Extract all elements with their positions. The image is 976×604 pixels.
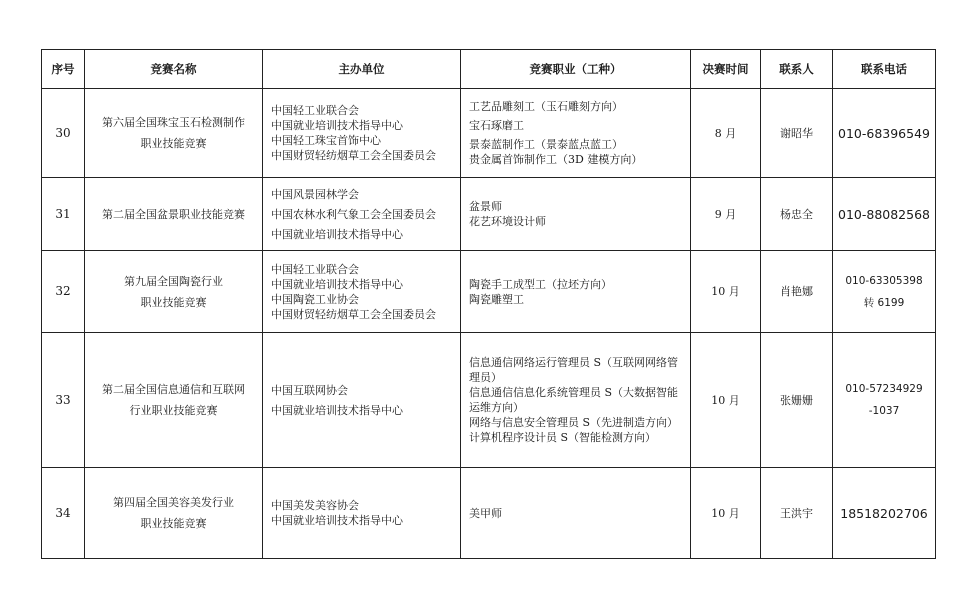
contact-person: 王洪宇 [761,468,833,559]
occupations: 盆景师 花艺环境设计师 [461,178,691,251]
final-time: 9 月 [691,178,761,251]
row-seq: 31 [42,178,85,251]
final-time: 10 月 [691,251,761,333]
contact-phone: 18518202706 [833,468,936,559]
contact-phone: 010-63305398 转 6199 [833,251,936,333]
contact-phone: 010-68396549 [833,89,936,178]
table-row [42,178,936,251]
competition-name: 第六届全国珠宝玉石检测制作 职业技能竞赛 [85,89,263,178]
competition-name: 第二届全国信息通信和互联网 行业职业技能竞赛 [85,333,263,468]
table-header-row [42,50,936,89]
organizers: 中国美发美容协会 中国就业培训技术指导中心 [263,468,461,559]
contact-person: 肖艳娜 [761,251,833,333]
occupations: 信息通信网络运行管理员 S（互联网网络管 理员） 信息通信信息化系统管理员 S（大数据智能 运维方向） 网络与信息安全管理员 S（先进制造方向） 计算机程序设计员 S（智能检测方向） [461,333,691,468]
organizers: 中国轻工业联合会 中国就业培训技术指导中心 中国陶瓷工业协会 中国财贸轻纺烟草工会全国委员会 [263,251,461,333]
organizers: 中国风景园林学会 中国农林水利气象工会全国委员会 中国就业培训技术指导中心 [263,178,461,251]
row-seq: 33 [42,333,85,468]
competition-name: 第九届全国陶瓷行业 职业技能竞赛 [85,251,263,333]
table-row [42,333,936,468]
row-seq: 32 [42,251,85,333]
header-phone: 联系电话 [833,50,936,89]
contact-phone: 010-88082568 [833,178,936,251]
final-time: 8 月 [691,89,761,178]
occupations: 美甲师 [461,468,691,559]
organizers: 中国轻工业联合会 中国就业培训技术指导中心 中国轻工珠宝首饰中心 中国财贸轻纺烟草工会全国委员会 [263,89,461,178]
occupations: 陶瓷手工成型工（拉坯方向） 陶瓷雕塑工 [461,251,691,333]
contact-person: 谢昭华 [761,89,833,178]
header-final-time: 决赛时间 [691,50,761,89]
table-row [42,251,936,333]
header-contact: 联系人 [761,50,833,89]
header-occupation: 竞赛职业（工种） [461,50,691,89]
header-name: 竞赛名称 [85,50,263,89]
header-seq: 序号 [42,50,85,89]
table-row [42,89,936,178]
final-time: 10 月 [691,333,761,468]
organizers: 中国互联网协会 中国就业培训技术指导中心 [263,333,461,468]
contact-person: 张姗姗 [761,333,833,468]
final-time: 10 月 [691,468,761,559]
competition-name: 第四届全国美容美发行业 职业技能竞赛 [85,468,263,559]
contact-person: 杨忠全 [761,178,833,251]
row-seq: 34 [42,468,85,559]
row-seq: 30 [42,89,85,178]
table-row [42,468,936,559]
competition-table [41,49,936,559]
contact-phone: 010-57234929 -1037 [833,333,936,468]
header-organizer: 主办单位 [263,50,461,89]
occupations: 工艺品雕刻工（玉石雕刻方向） 宝石琢磨工 景泰蓝制作工（景泰蓝点蓝工） 贵金属首饰制作工（3D 建模方向） [461,89,691,178]
competition-name: 第二届全国盆景职业技能竞赛 [85,178,263,251]
